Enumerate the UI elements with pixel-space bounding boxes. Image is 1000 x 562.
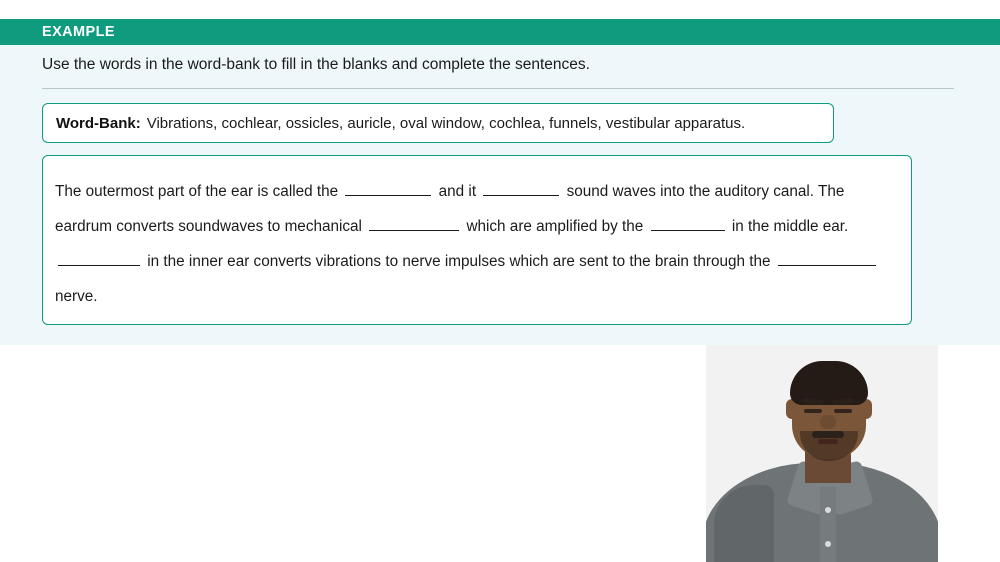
word-bank-title: Word-Bank: [56, 114, 141, 132]
sentence-part-4: which are amplified by the [466, 218, 644, 235]
presenter-video[interactable] [706, 345, 938, 562]
instruction-text: Use the words in the word-bank to fill in the blanks and complete the sentences. [42, 56, 590, 73]
sentence-part-5: in the middle ear. [731, 218, 849, 235]
blank-5[interactable] [58, 251, 140, 266]
sentence-part-6: in the inner ear converts vibrations to nerve impulses which are sent to the brain through the [147, 253, 771, 270]
word-bank-box [42, 103, 834, 143]
sentence-part-1: The outermost part of the ear is called the [55, 183, 339, 200]
blank-4[interactable] [651, 216, 725, 231]
presenter-shirt-button-top [825, 507, 831, 513]
presenter-mouth [818, 439, 838, 444]
presenter-eye-right [834, 409, 852, 413]
presenter-nose [820, 415, 836, 429]
sentence-part-7: nerve. [55, 288, 98, 305]
blank-2[interactable] [483, 181, 559, 196]
blank-6[interactable] [778, 251, 876, 266]
sentence-text [55, 174, 893, 314]
sentence-part-3: sound waves into the auditory canal. The eardrum converts soundwaves to mechanical [55, 183, 845, 235]
presenter-mustache [812, 431, 844, 438]
word-bank-words: Vibrations, cochlear, ossicles, auricle, oval window, cochlea, funnels, vestibular apparatus. [146, 114, 746, 132]
blank-3[interactable] [369, 216, 459, 231]
top-white-strip [0, 0, 1000, 19]
example-label: EXAMPLE [42, 24, 115, 40]
presenter-shirt-placket [820, 487, 836, 562]
presenter-eye-left [804, 409, 822, 413]
example-header-bar [0, 19, 1000, 45]
horizontal-divider [42, 88, 954, 89]
presenter-shirt-button-bottom [825, 541, 831, 547]
sentence-fill-in-box [42, 155, 912, 325]
sentence-part-2: and it [438, 183, 477, 200]
blank-1[interactable] [345, 181, 431, 196]
